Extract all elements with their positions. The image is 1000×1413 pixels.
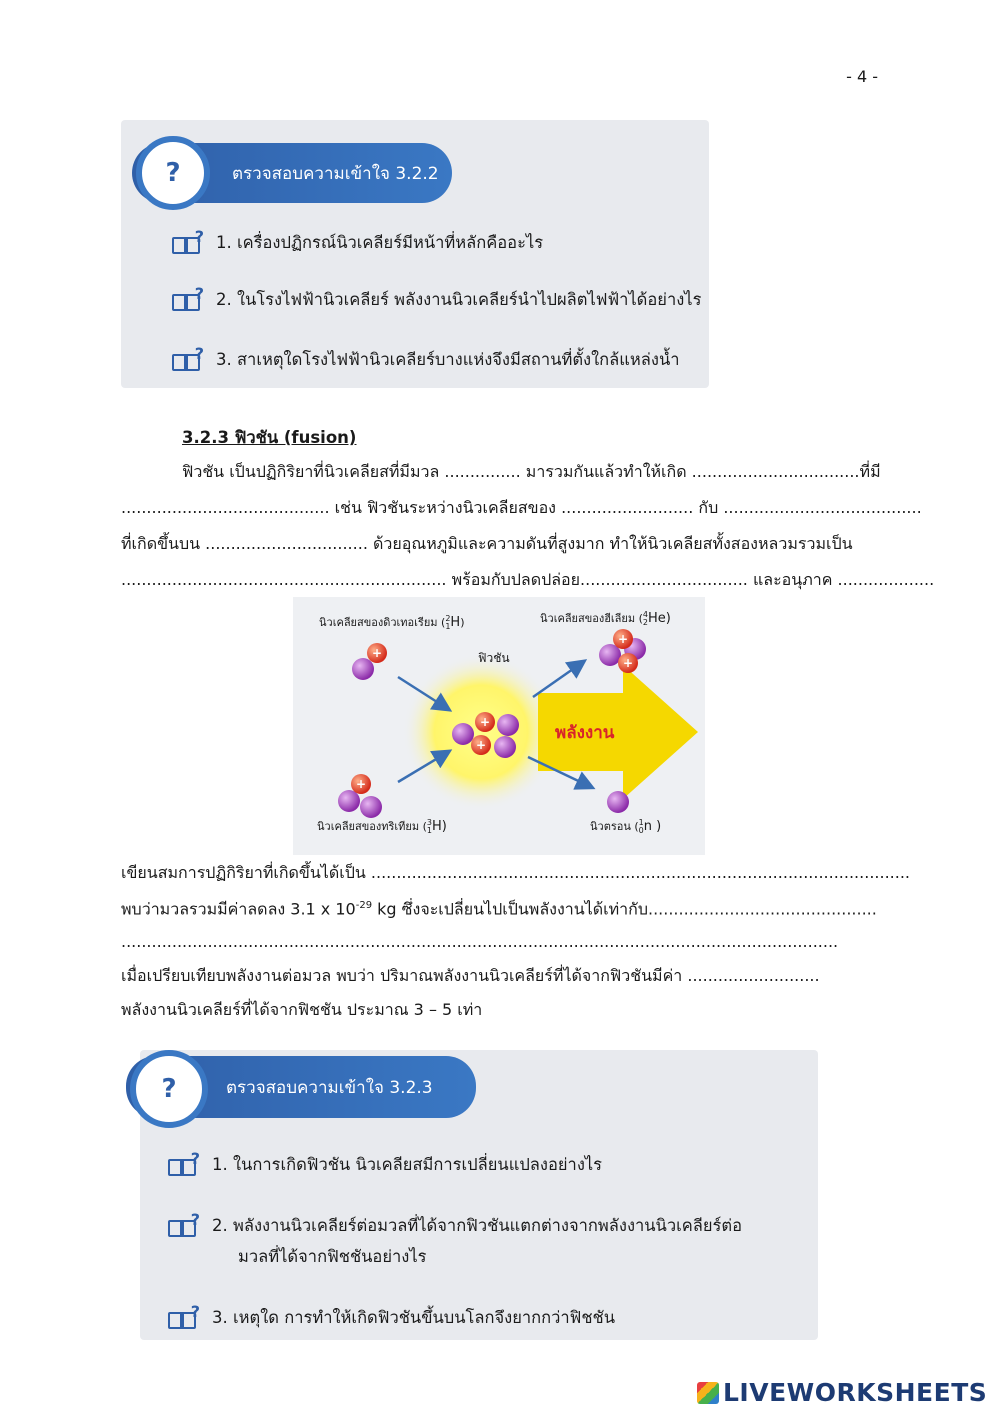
fill-in-line: ................................................................ พร้อมกับปลดปล่อย................................. และอนุภาค ................... xyxy=(121,570,935,589)
check-question xyxy=(168,1150,602,1180)
svg-text:+: + xyxy=(475,738,487,752)
check-question xyxy=(172,345,680,375)
section-title: 3.2.3 ฟิวชัน (fusion) xyxy=(182,428,357,447)
check-question xyxy=(172,285,701,315)
fill-in-line: พบว่ามวลรวมมีค่าลดลง 3.1 x $10^{-29}$ kg ซึ่งจะเปลี่ยนไปเป็นพลังงานได้เท่ากับ............................................. xyxy=(121,899,877,919)
svg-text:+: + xyxy=(617,632,629,646)
book-question-icon: ? xyxy=(168,1152,198,1176)
fill-in-line: ที่เกิดขึ้นบน ................................ ด้วยอุณหภูมิและความดันที่สูงมาก ทำให้นิวเคลียสทั้งสองหลวมรวมเป็น xyxy=(121,534,853,553)
check-question xyxy=(168,1303,615,1333)
body-text: พลังงานนิวเคลียร์ที่ได้จากฟิชชัน ประมาณ 3 – 5 เท่า xyxy=(121,1000,483,1019)
question-text: 1. ในการเกิดฟิวชัน นิวเคลียสมีการเปลี่ยนแปลงอย่างไร xyxy=(212,1155,603,1174)
deuterium-nucleus xyxy=(352,643,387,680)
neutron-label: นิวตรอน (1 0n ) xyxy=(590,818,662,835)
check-question xyxy=(168,1211,742,1241)
book-question-icon: ? xyxy=(168,1305,198,1329)
arrow xyxy=(533,662,583,697)
fusion-diagram xyxy=(293,597,705,855)
fusion-glow xyxy=(403,654,559,810)
fill-in-line: ......................................... เช่น ฟิวชันระหว่างนิวเคลียสของ .......................... กับ ....................................... xyxy=(121,498,922,517)
question-text: 2. พลังงานนิวเคลียร์ต่อมวลที่ได้จากฟิวชันแตกต่างจากพลังงานนิวเคลียร์ต่อ xyxy=(212,1216,743,1235)
question-text: 3. สาเหตุใดโรงไฟฟ้านิวเคลียร์บางแห่งจึงมีสถานที่ตั้งใกล้แหล่งน้ำ xyxy=(216,350,680,369)
book-question-icon: ? xyxy=(172,347,202,371)
page-number: - 4 - xyxy=(846,67,878,86)
helium-label: นิวเคลียสของฮีเลียม (4 2He) xyxy=(540,610,671,627)
fill-in-line: เมื่อเปรียบเทียบพลังงานต่อมวล พบว่า ปริมาณพลังงานนิวเคลียร์ที่ได้จากฟิวชันมีค่า .......................... xyxy=(121,966,820,985)
question-text-continued: มวลที่ได้จากฟิชชันอย่างไร xyxy=(238,1247,427,1266)
question-text: 2. ในโรงไฟฟ้านิวเคลียร์ พลังงานนิวเคลียร์นำไปผลิตไฟฟ้าได้อย่างไร xyxy=(216,290,702,309)
check-question xyxy=(172,228,543,258)
fusion-label: ฟิวชัน xyxy=(478,651,510,665)
question-bubble-icon: ? xyxy=(130,1050,208,1128)
svg-text:+: + xyxy=(479,715,491,729)
liveworksheets-logo: LIVEWORKSHEETS xyxy=(697,1378,987,1407)
svg-text:+: + xyxy=(371,646,383,660)
fill-in-line: ............................................................................................................................................. xyxy=(121,932,839,951)
book-question-icon: ? xyxy=(172,287,202,311)
question-text: 3. เหตุใด การทำให้เกิดฟิวชันขึ้นบนโลกจึงยากกว่าฟิชชัน xyxy=(212,1308,616,1327)
question-bubble-icon: ? xyxy=(136,136,210,210)
fill-in-line: ฟิวชัน เป็นปฏิกิริยาที่นิวเคลียสที่มีมวล ............... มารวมกันแล้วทำให้เกิด .................................ที่มี xyxy=(182,462,881,481)
fill-in-line: เขียนสมการปฏิกิริยาที่เกิดขึ้นได้เป็น .......................................................................................................... xyxy=(121,863,910,882)
logo-mark-icon xyxy=(697,1382,719,1404)
tritium-nucleus xyxy=(338,774,382,818)
book-question-icon: ? xyxy=(168,1213,198,1237)
energy-label: พลังงาน xyxy=(555,723,615,743)
tritium-label: นิวเคลียสของทริเทียม (3 1H) xyxy=(317,818,447,835)
check-title: ตรวจสอบความเข้าใจ 3.2.2 xyxy=(232,163,439,184)
book-question-icon: ? xyxy=(172,230,202,254)
helium-nucleus xyxy=(599,629,646,673)
check-title: ตรวจสอบความเข้าใจ 3.2.3 xyxy=(226,1077,433,1098)
question-text: 1. เครื่องปฏิกรณ์นิวเคลียร์มีหน้าที่หลักคืออะไร xyxy=(216,233,544,252)
svg-text:+: + xyxy=(622,656,634,670)
svg-text:+: + xyxy=(355,777,367,791)
deuterium-label: นิวเคลียสของดิวเทอเรียม (2 1H) xyxy=(319,614,465,631)
neutron-particle xyxy=(607,791,629,813)
